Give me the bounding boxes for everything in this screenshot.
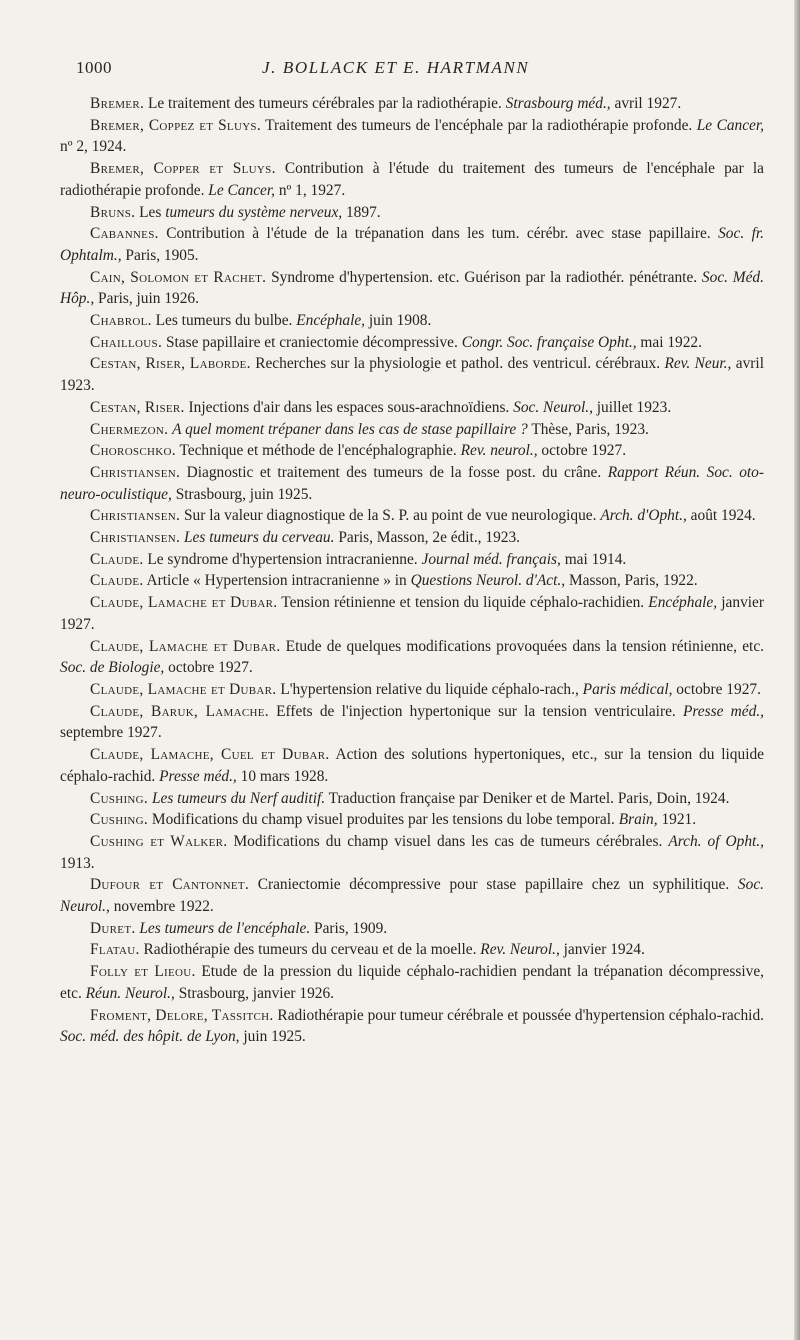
- bibliography-entry: [60, 310, 764, 332]
- entry-tail: 1913.: [60, 854, 95, 872]
- entry-text: Technique et méthode de l'encéphalographie.: [175, 442, 461, 460]
- entry-journal: Congr. Soc. française Opht.,: [461, 333, 637, 351]
- entry-author: Choroschko.: [90, 442, 176, 460]
- entry-author: Claude.: [90, 550, 144, 568]
- page-edge-shadow: [794, 0, 800, 1340]
- entry-author: Froment, Delore, Tassitch.: [90, 1006, 274, 1024]
- entry-text: Le traitement des tumeurs cérébrales par la radiothérapie.: [144, 95, 506, 112]
- entry-tail: Thèse, Paris, 1923.: [527, 420, 649, 438]
- bibliography-entry: [60, 809, 764, 831]
- entry-journal: Les tumeurs de l'encéphale.: [139, 919, 311, 937]
- bibliography-entry: [60, 158, 764, 201]
- bibliography-entry: [60, 592, 764, 635]
- entry-journal: Presse méd.,: [159, 767, 237, 785]
- entry-tail: juin 1908.: [365, 312, 432, 330]
- entry-text: Traitement des tumeurs de l'encéphale par la radiothérapie profonde.: [261, 116, 697, 134]
- bibliography-entry: [60, 874, 764, 917]
- bibliography-entry: [60, 353, 764, 396]
- entry-text: Contribution à l'étude du traitement des tumeurs de l'encéphale par la radiothérapie profonde.: [60, 160, 764, 199]
- bibliography-entry: [60, 332, 764, 354]
- entry-text: Stase papillaire et craniectomie décompressive.: [162, 333, 462, 351]
- entry-journal: Brain,: [618, 811, 658, 829]
- entry-journal: Soc. fr. Ophtalm.,: [60, 225, 764, 264]
- entry-author: Claude, Lamache, Cuel et Dubar.: [90, 746, 330, 764]
- entry-author: Cushing.: [90, 789, 149, 807]
- running-head: J. BOLLACK ET E. HARTMANN: [262, 58, 530, 77]
- bibliography-entry: [60, 701, 764, 744]
- entry-tail: août 1924.: [686, 507, 756, 525]
- entry-author: Christiansen.: [90, 507, 181, 525]
- bibliography-entry: [60, 918, 764, 940]
- entry-tail: novembre 1922.: [109, 898, 214, 916]
- entry-author: Chaillous.: [90, 333, 163, 351]
- bibliography-entry: [60, 831, 764, 874]
- entry-text: Modifications du champ visuel produites par les tensions du lobe temporal.: [148, 811, 619, 829]
- entry-tail: mai 1922.: [636, 333, 702, 351]
- entry-tail: Strasbourg, juin 1925.: [171, 485, 313, 503]
- entry-journal: Réun. Neurol.,: [85, 984, 175, 1002]
- bibliography-entry: [60, 744, 764, 787]
- entry-tail: Masson, Paris, 1922.: [565, 572, 698, 590]
- bibliography-entry: [60, 202, 764, 224]
- entry-journal: Journal méd. français,: [421, 550, 561, 568]
- entry-text: Injections d'air dans les espaces sous-arachnoïdiens.: [184, 398, 514, 416]
- entry-tail: mai 1914.: [560, 550, 627, 568]
- entry-journal: Soc. méd. des hôpit. de Lyon,: [60, 1028, 240, 1046]
- bibliography-entry: [60, 527, 764, 549]
- entry-tail: Strasbourg, janvier 1926.: [174, 984, 335, 1002]
- entry-journal: Rapport Réun. Soc. oto-neuro-oculistique,: [60, 463, 764, 503]
- bibliography-entry: [60, 397, 764, 419]
- bibliography-list: [60, 93, 764, 1048]
- entry-author: Cestan, Riser, Laborde.: [90, 355, 251, 373]
- entry-author: Cain, Solomon et Rachet.: [90, 268, 267, 286]
- entry-tail: Paris, 1909.: [310, 919, 388, 937]
- entry-text: Le syndrome d'hypertension intracranienne.: [143, 550, 422, 568]
- entry-tail: avril 1923.: [60, 355, 764, 395]
- entry-text: Les: [135, 203, 166, 221]
- entry-tail: septembre 1927.: [60, 724, 162, 742]
- entry-journal: Soc. de Biologie,: [60, 659, 165, 677]
- entry-author: Bremer, Copper et Sluys.: [90, 160, 276, 178]
- entry-journal: tumeurs du système nerveux,: [165, 203, 343, 221]
- entry-text: Etude de la pression du liquide céphalo-rachidien pendant la trépanation décompressive, etc.: [60, 963, 764, 1002]
- entry-tail: octobre 1927.: [672, 680, 761, 698]
- bibliography-entry: [60, 440, 764, 462]
- entry-text: Radiothérapie des tumeurs du cerveau et de la moelle.: [139, 941, 481, 959]
- entry-journal: Soc. Neurol.,: [60, 876, 764, 916]
- bibliography-entry: [60, 549, 764, 571]
- entry-tail: Paris, juin 1926.: [94, 290, 199, 308]
- entry-tail: Paris, 1905.: [121, 246, 199, 264]
- entry-author: Chermezon.: [90, 420, 169, 438]
- bibliography-entry: [60, 93, 764, 115]
- entry-text: Recherches sur la physiologie et pathol. des ventricul. cérébraux.: [250, 355, 665, 373]
- entry-journal: Rev. neurol.,: [460, 442, 538, 460]
- entry-journal: Rev. Neurol.,: [480, 941, 560, 959]
- entry-author: Bruns.: [90, 203, 136, 221]
- entry-text: Syndrome d'hypertension. etc. Guérison par la radiothér. pénétrante.: [266, 268, 702, 286]
- entry-journal: Strasbourg méd.,: [505, 95, 611, 112]
- entry-tail: janvier 1924.: [559, 941, 645, 959]
- entry-author: Chabrol.: [90, 312, 152, 330]
- entry-journal: Rev. Neur.,: [664, 355, 732, 373]
- entry-journal: Questions Neurol. d'Act.,: [410, 572, 566, 590]
- entry-tail: 10 mars 1928.: [236, 767, 329, 785]
- entry-journal: A quel moment trépaner dans les cas de stase papillaire ?: [172, 420, 528, 438]
- entry-journal: Les tumeurs du Nerf auditif.: [151, 789, 326, 807]
- bibliography-entry: [60, 462, 764, 505]
- entry-journal: Encéphale,: [648, 594, 718, 612]
- entry-tail: octobre 1927.: [537, 442, 627, 460]
- entry-tail: Traduction française par Deniker et de Martel. Paris, Doin, 1924.: [325, 789, 730, 807]
- entry-tail: nº 2, 1924.: [60, 138, 127, 156]
- entry-journal: Arch. of Opht.,: [668, 832, 764, 850]
- entry-journal: Soc. Neurol.,: [513, 398, 593, 416]
- entry-author: Folly et Lieou.: [90, 963, 196, 981]
- bibliography-entry: [60, 223, 764, 266]
- entry-tail: 1897.: [342, 203, 381, 221]
- bibliography-entry: [60, 788, 764, 810]
- entry-author: Claude.: [90, 572, 144, 590]
- entry-tail: Paris, Masson, 2e édit., 1923.: [334, 529, 520, 547]
- entry-journal: Encéphale,: [296, 312, 366, 330]
- entry-text: Diagnostic et traitement des tumeurs de la fosse post. du crâne.: [180, 463, 608, 481]
- entry-author: Duret.: [90, 919, 136, 937]
- entry-author: Claude, Baruk, Lamache.: [90, 702, 269, 720]
- entry-author: Claude, Lamache et Dubar.: [90, 680, 277, 698]
- bibliography-entry: [60, 570, 764, 592]
- entry-text: Tension rétinienne et tension du liquide céphalo-rachidien.: [277, 594, 649, 612]
- entry-author: Dufour et Cantonnet.: [90, 876, 250, 894]
- entry-text: Craniectomie décompressive pour stase papillaire chez un syphilitique.: [249, 876, 738, 894]
- bibliography-entry: [60, 1005, 764, 1048]
- entry-text: Contribution à l'étude de la trépanation dans les tum. cérébr. avec stase papillaire.: [158, 225, 719, 243]
- bibliography-entry: [60, 939, 764, 961]
- entry-author: Bremer.: [90, 95, 145, 112]
- entry-tail: avril 1927.: [610, 95, 682, 112]
- entry-tail: octobre 1927.: [164, 659, 253, 677]
- entry-text: Effets de l'injection hypertonique sur la tension ventriculaire.: [268, 702, 683, 720]
- bibliography-entry: [60, 961, 764, 1004]
- entry-text: Modifications du champ visuel dans les cas de tumeurs cérébrales.: [227, 832, 669, 850]
- entry-author: Flatau.: [90, 941, 140, 959]
- entry-journal: Les tumeurs du cerveau.: [184, 529, 335, 547]
- bibliography-entry: [60, 115, 764, 158]
- entry-tail: janvier 1927.: [60, 594, 765, 633]
- entry-journal: Le Cancer,: [208, 181, 275, 199]
- entry-text: Action des solutions hypertoniques, etc., sur la tension du liquide céphalo-rachid.: [60, 746, 764, 785]
- entry-tail: juin 1925.: [239, 1028, 306, 1046]
- entry-author: Claude, Lamache et Dubar.: [90, 637, 281, 655]
- entry-journal: Paris médical,: [582, 680, 673, 698]
- entry-tail: juillet 1923.: [592, 398, 672, 416]
- bibliography-entry: [60, 267, 764, 310]
- bibliography-entry: [60, 505, 764, 527]
- entry-journal: Presse méd.,: [682, 702, 764, 720]
- entry-author: Cabannes.: [90, 225, 159, 243]
- entry-author: Bremer, Coppez et Sluys.: [90, 116, 262, 134]
- entry-tail: 1921.: [657, 811, 697, 829]
- entry-author: Claude, Lamache et Dubar.: [90, 594, 278, 612]
- entry-journal: Le Cancer,: [696, 116, 765, 134]
- entry-text: Les tumeurs du bulbe.: [151, 312, 297, 330]
- entry-text: Etude de quelques modifications provoquées dans la tension rétinienne, etc.: [280, 637, 764, 655]
- entry-text: Sur la valeur diagnostique de la S. P. au point de vue neurologique.: [180, 507, 601, 525]
- entry-author: Cushing.: [90, 811, 149, 829]
- entry-text: Radiothérapie pour tumeur cérébrale et poussée d'hypertension céphalo-rachid.: [273, 1006, 765, 1024]
- entry-author: Christiansen.: [90, 529, 181, 547]
- entry-text: L'hypertension relative du liquide céphalo-rach.,: [276, 680, 583, 698]
- entry-journal: Arch. d'Opht.,: [600, 507, 687, 525]
- entry-author: Cestan, Riser.: [90, 398, 185, 416]
- page-header: [76, 58, 776, 82]
- entry-tail: nº 1, 1927.: [274, 181, 346, 199]
- bibliography-entry: [60, 636, 764, 679]
- bibliography-entry: [60, 419, 764, 441]
- page-number: 1000: [76, 58, 112, 77]
- entry-author: Christiansen.: [90, 463, 181, 481]
- entry-author: Cushing et Walker.: [90, 832, 228, 850]
- entry-journal: Soc. Méd. Hôp.,: [60, 268, 764, 308]
- entry-text: Article « Hypertension intracranienne » in: [143, 572, 411, 590]
- bibliography-entry: [60, 679, 764, 701]
